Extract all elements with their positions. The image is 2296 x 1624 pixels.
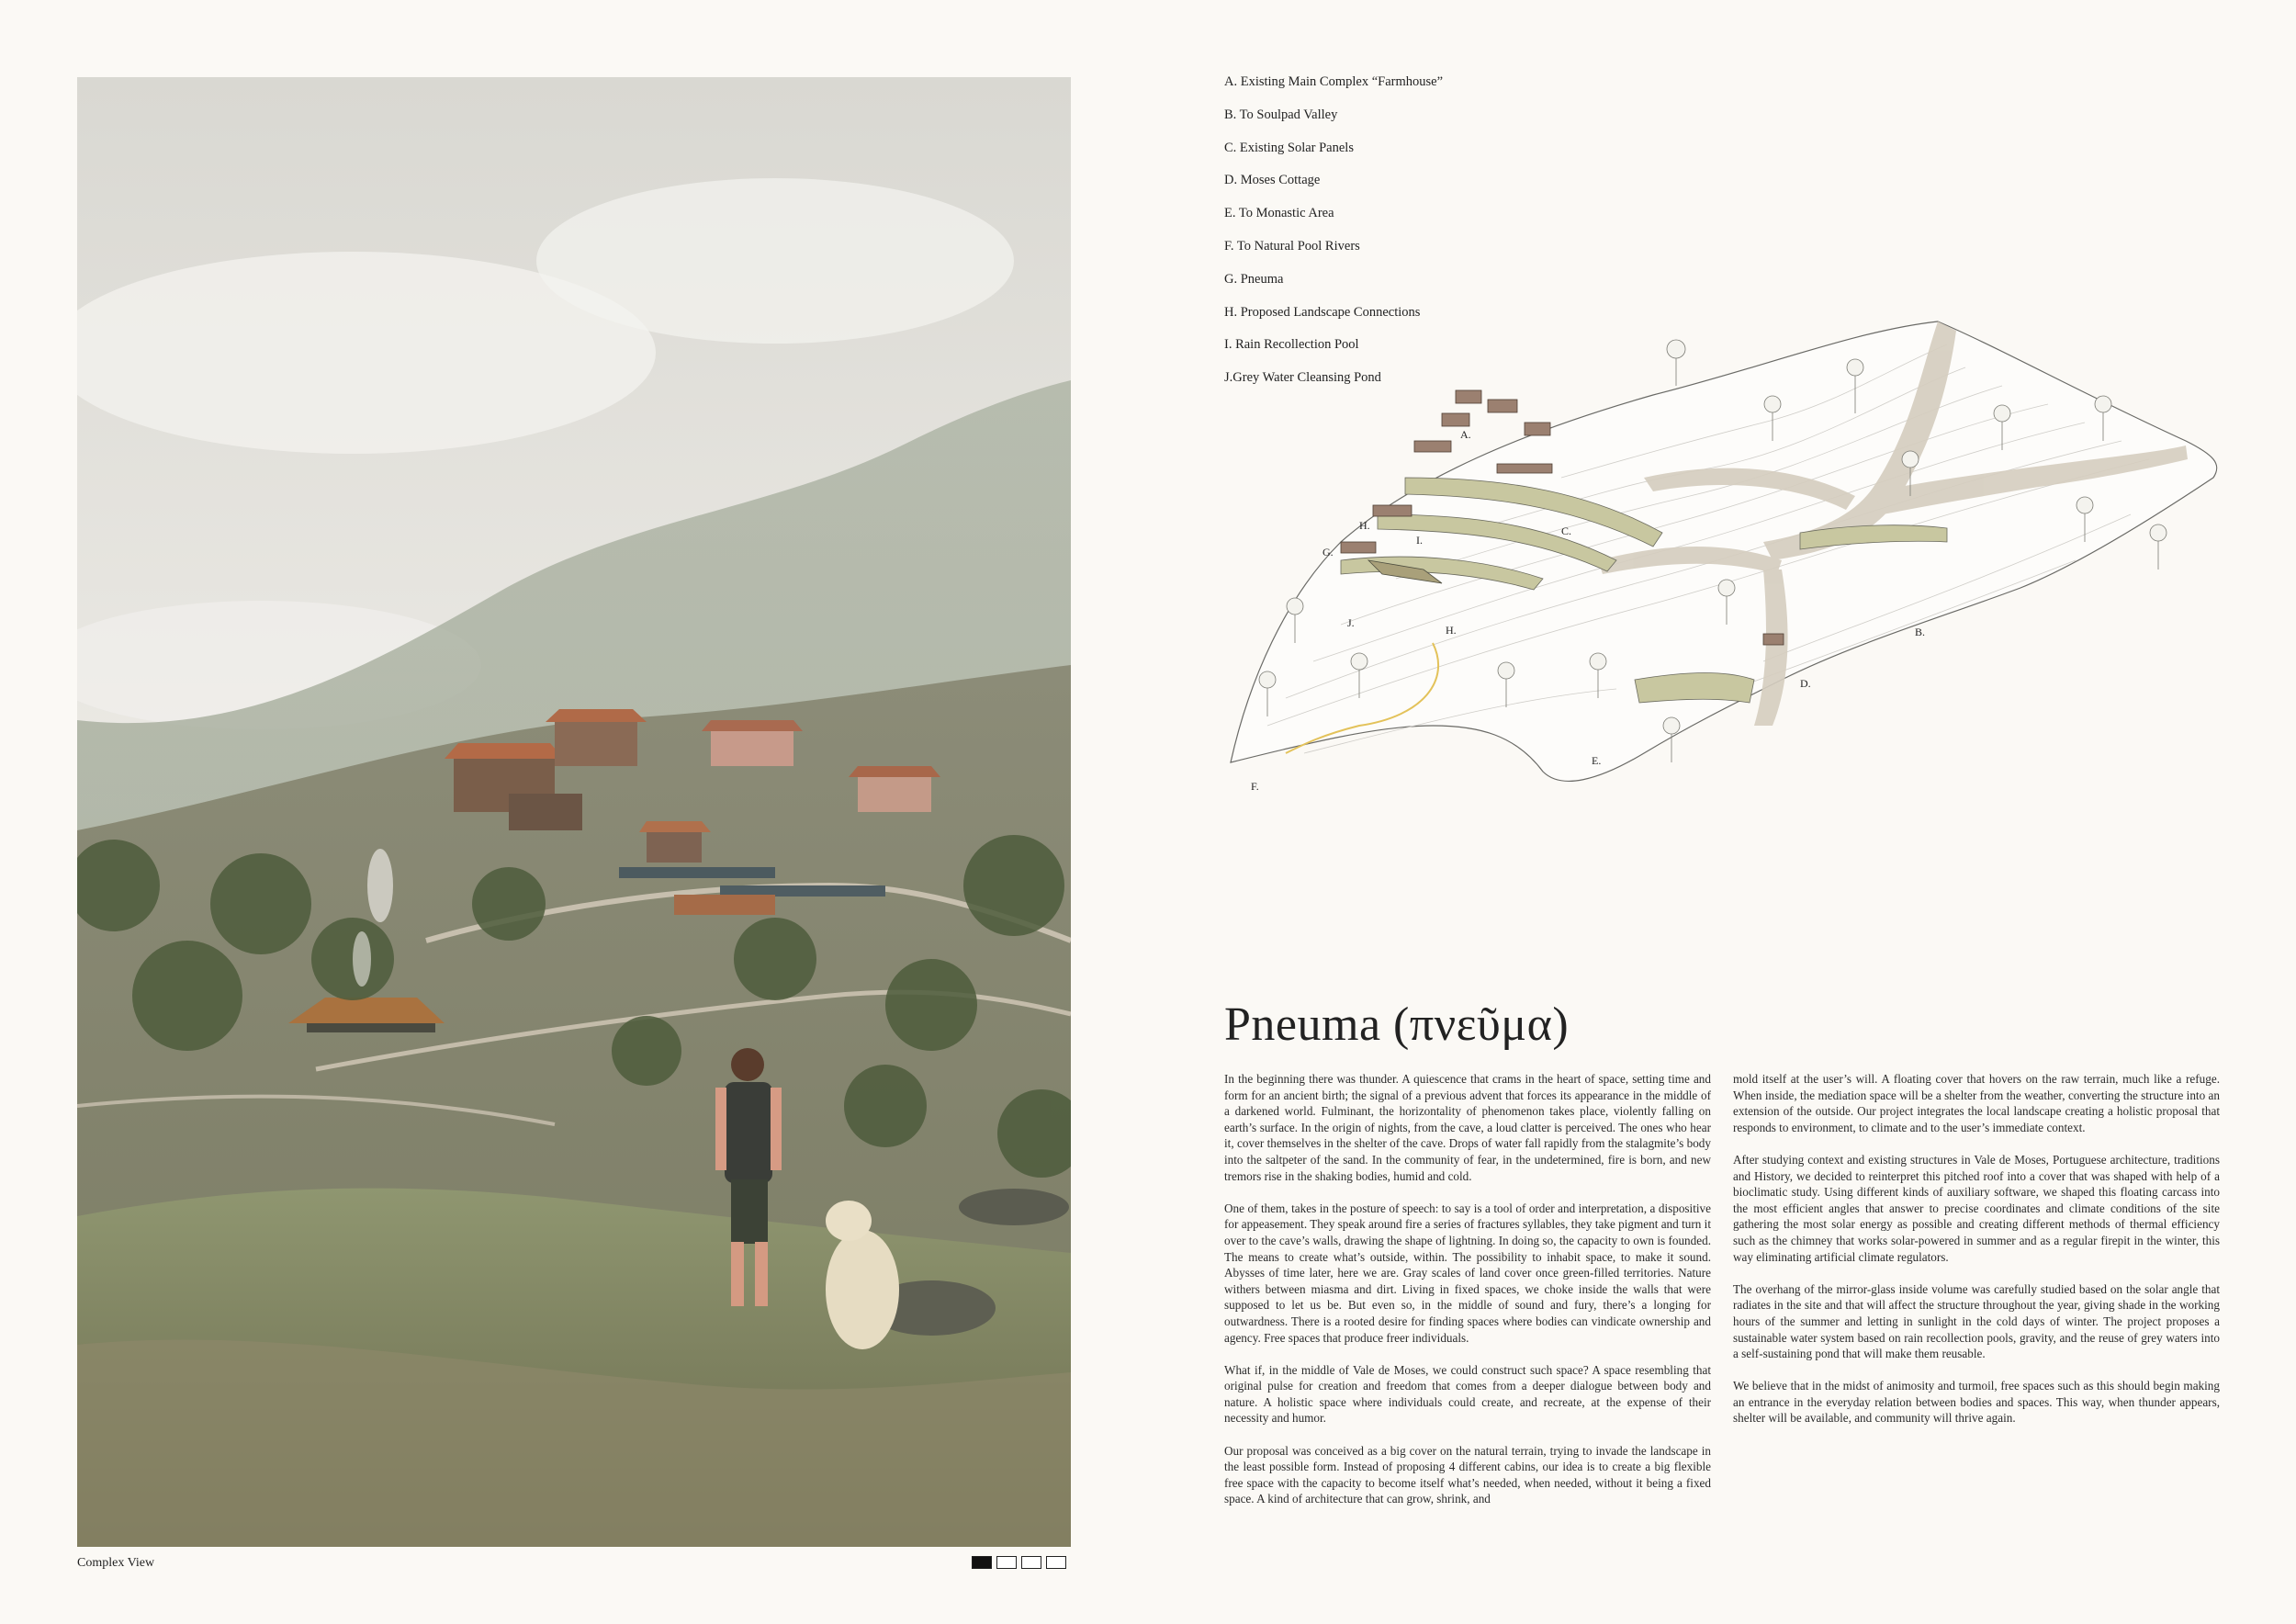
axon-label-d: D.	[1800, 677, 1811, 690]
axon-label-e: E.	[1592, 754, 1602, 767]
axon-label-a: A.	[1460, 428, 1471, 441]
legend-item-g: G. Pneuma	[1224, 271, 1284, 287]
legend-item-a: A. Existing Main Complex “Farmhouse”	[1224, 74, 1444, 89]
legend-item-j: J.Grey Water Cleansing Pond	[1224, 370, 1381, 386]
axon-label-i: I.	[1416, 534, 1423, 547]
axon-label-j: J.	[1347, 616, 1355, 629]
site-plan-drawing	[1212, 294, 2232, 808]
image-caption: Complex View	[77, 1556, 155, 1570]
axon-label-b: B.	[1915, 626, 1926, 638]
legend-item-f: F. To Natural Pool Rivers	[1224, 238, 1360, 254]
legend-item-d: D. Moses Cottage	[1224, 173, 1321, 188]
paragraph: Our proposal was conceived as a big cover on the natural terrain, trying to invade the landscape in the least possible form. Instead of proposing 4 different cabins, our idea is to create a big flexible free space with the capacity to become itself what’s needed, when needed, without it being a fixed space. A kind of architecture that can grow, shrink, and	[1224, 1443, 1711, 1506]
axon-label-h-1: H.	[1359, 519, 1370, 532]
pager-dot-4[interactable]	[1046, 1556, 1066, 1569]
paragraph: The overhang of the mirror-glass inside volume was carefully studied based on the solar angle that radiates in the site and that will affect the structure throughout the year, giving shade in the working hours of the summer and letting in sunlight in the cold days of winter. The project proposes a sustainable water system based on rain recollection pools, gravity, and the reuse of grey waters into a self-sustaining pond that will make them reusable.	[1733, 1281, 2220, 1361]
complex-view-image	[77, 77, 1071, 1547]
legend-item-b: B. To Soulpad Valley	[1224, 107, 1338, 122]
axonometric-site-plan	[1212, 294, 2232, 808]
pager-dot-3[interactable]	[1021, 1556, 1041, 1569]
landscape-render	[77, 77, 1071, 1547]
pager-dot-1[interactable]	[972, 1556, 992, 1569]
paragraph: In the beginning there was thunder. A quiescence that crams in the heart of space, setting time and form for an ancient birth; the signal of a previous advent that forces its appearance in the middle of a darkened world. Fulminant, the horizontality of phenomenon takes place, violently falling on earth’s surface. In the origin of nights, from the cave, a loud clatter is perceived. The ones who hear it, cover themselves in the shelter of the cave. Drops of water fall rapidly from the stalagmite’s body into the saltpeter of the sand. In the community of fear, in the undetermined, fire is born, and new tremors rise in the shaking bodies, humid and cold.	[1224, 1072, 1711, 1183]
legend-item-c: C. Existing Solar Panels	[1224, 140, 1354, 155]
axon-label-c: C.	[1561, 524, 1572, 537]
paragraph: After studying context and existing structures in Vale de Moses, Portuguese architecture, traditions and History, we decided to reinterpret this pitched roof into a cover that was shaped with help of a bioclimatic study. Using different kinds of auxiliary software, we shaped this floating carcass into the most efficient angles that answer to precise coordinates and climate conditions of the site gathering the most solar energy as possible and creating different methods of thermal efficiency such as the chimney that works solar-powered in summer and as a regular firepit in the winter, this way eliminating artificial climate regulators.	[1733, 1152, 2220, 1264]
legend-item-e: E. To Monastic Area	[1224, 206, 1334, 221]
page-title: Pneuma (πνεῦμα)	[1224, 998, 1570, 1051]
text-column-right	[1733, 1071, 2220, 1443]
legend-item-i: I. Rain Recollection Pool	[1224, 337, 1359, 353]
paragraph: We believe that in the midst of animosity and turmoil, free spaces such as this should begin making an entrance in the everyday relation between bodies and spaces. This way, when thunder appears, shelter will be available, and community will thrive again.	[1733, 1379, 2220, 1426]
legend-item-h: H. Proposed Landscape Connections	[1224, 304, 1421, 320]
axon-label-f: F.	[1251, 780, 1259, 793]
text-column-left	[1224, 1071, 1711, 1524]
axon-label-g: G.	[1322, 546, 1334, 558]
axon-label-h-2: H.	[1446, 624, 1457, 637]
image-pager	[972, 1556, 1066, 1569]
pager-dot-2[interactable]	[996, 1556, 1017, 1569]
paragraph: One of them, takes in the posture of speech: to say is a tool of order and interpretation, a dispositive for appeasement. They speak around fire a series of fractures syllables, they take pigment and turn it over to the cave’s walls, drawing the shape of lightning. In doing so, the capacity to own is founded. The means to create what’s outside, within. The possibility to inhabit space, to make it sound. Abysses of time later, here we are. Gray scales of land cover once green-filled territories. Nature withers between miasma and dirt. Living in fixed spaces, we choke inside the walls that were supposed to let us be. But even so, in the middle of sound and fury, there’s a longing for outwardness. There is a rooted desire for finding spaces where bodies can vindicate ownership and agency. Free spaces that produce freer individuals.	[1224, 1201, 1711, 1345]
paragraph: mold itself at the user’s will. A floating cover that hovers on the raw terrain, much like a refuge. When inside, the mediation space will be a shelter from the weather, converting the structure into an extension of the outside. Our project integrates the local landscape creating a holistic proposal that responds to environment, to climate and to the user’s immediate context.	[1733, 1072, 2220, 1134]
paragraph: What if, in the middle of Vale de Moses, we could construct such space? A space resembling that original pulse for creation and freedom that comes from a deeper dialogue between body and nature. A holistic space where individuals could create, and recreate, at the expense of their necessity and humor.	[1224, 1362, 1711, 1426]
